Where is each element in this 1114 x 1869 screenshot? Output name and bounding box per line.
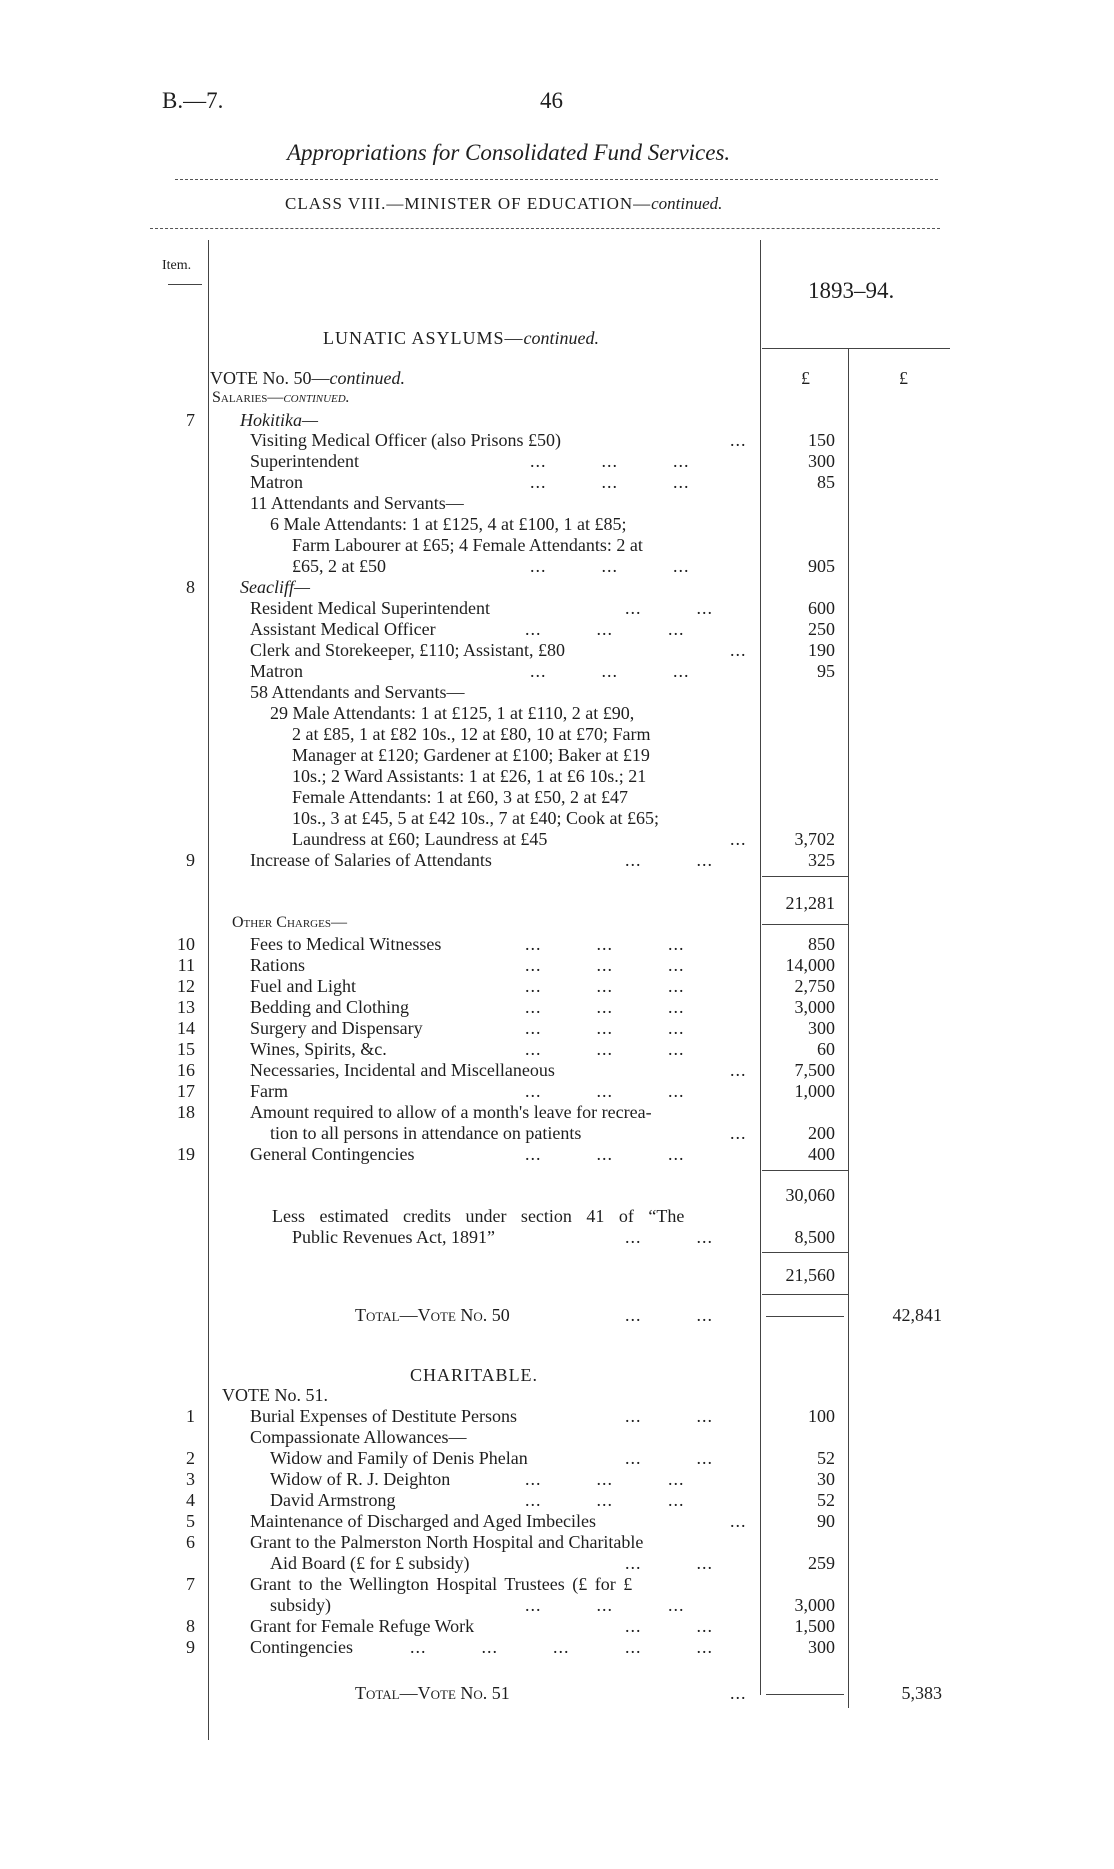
leader-dots: ... ... ... xyxy=(525,1469,685,1489)
line-text: tion to all persons in attendance on patients xyxy=(270,1123,582,1143)
amount: 3,000 xyxy=(794,997,835,1017)
line-text: 29 Male Attendants: 1 at £125, 1 at £110, 2 at £90, xyxy=(270,703,635,723)
amount: 100 xyxy=(808,1406,835,1426)
line-text: Widow of R. J. Deighton xyxy=(270,1469,451,1489)
leader-dots: ... ... xyxy=(625,598,713,618)
subtotal-rule xyxy=(762,1252,848,1253)
line-text: Female Attendants: 1 at £60, 3 at £50, 2 at £47 xyxy=(292,787,628,807)
line-text: Superintendent xyxy=(250,451,359,471)
amount: 400 xyxy=(808,1144,835,1164)
amount: 150 xyxy=(808,430,835,450)
leader-dots: ... ... ... xyxy=(525,1081,685,1101)
class-rule xyxy=(150,228,940,229)
amount: 300 xyxy=(808,451,835,471)
line-text: Public Revenues Act, 1891” xyxy=(292,1227,495,1247)
amount: 600 xyxy=(808,598,835,618)
amount: 1,000 xyxy=(794,1081,835,1101)
amount: 30 xyxy=(817,1469,835,1489)
line-text: Maintenance of Discharged and Aged Imbeciles xyxy=(250,1511,597,1531)
item-number: 11 xyxy=(177,955,195,975)
item-number: 5 xyxy=(186,1511,195,1531)
amount: 905 xyxy=(808,556,835,576)
amount: 3,000 xyxy=(794,1595,835,1615)
line-text: Contingencies xyxy=(250,1637,353,1657)
vote-51-total: 5,383 xyxy=(901,1683,942,1703)
vote-51-heading: VOTE No. 51. xyxy=(222,1385,328,1405)
document-reference: B.—7. xyxy=(162,88,224,113)
amount: 52 xyxy=(817,1490,835,1510)
leader-dots: ... ... ... xyxy=(530,472,690,492)
vote-50-total-label: Total—Vote No. 50 xyxy=(355,1305,510,1325)
seacliff-heading: Seacliff— xyxy=(240,577,310,597)
item-number: 1 xyxy=(186,1406,195,1426)
leader-dots: ... xyxy=(730,640,747,660)
line-text: Grant to the Wellington Hospital Trustees (£ for £ xyxy=(250,1574,633,1594)
credits-amount: 8,500 xyxy=(794,1227,835,1247)
line-text: 10s.; 2 Ward Assistants: 1 at £26, 1 at £6 10s.; 21 xyxy=(292,766,647,786)
item-number: 7 xyxy=(186,410,195,430)
item-number: 2 xyxy=(186,1448,195,1468)
subtotal-rule xyxy=(762,1294,848,1295)
leader-dots: ... ... ... xyxy=(525,619,685,639)
line-text: Increase of Salaries of Attendants xyxy=(250,850,492,870)
amount: 85 xyxy=(817,472,835,492)
line-text: General Contingencies xyxy=(250,1144,415,1164)
item-number: 19 xyxy=(177,1144,195,1164)
item-number: 8 xyxy=(186,577,195,597)
line-text: Burial Expenses of Destitute Persons xyxy=(250,1406,517,1426)
line-text: Wines, Spirits, &c. xyxy=(250,1039,387,1059)
line-text: Fuel and Light xyxy=(250,976,356,996)
amount: 325 xyxy=(808,850,835,870)
line-text: Assistant Medical Officer xyxy=(250,619,436,639)
leader-dots: ... ... ... xyxy=(530,451,690,471)
class-heading: CLASS VIII.—MINISTER OF EDUCATION—continued. xyxy=(285,194,723,213)
item-number: 6 xyxy=(186,1532,195,1552)
leader-dots: ... ... ... xyxy=(525,1018,685,1038)
line-text: Bedding and Clothing xyxy=(250,997,409,1017)
line-text: Grant to the Palmerston North Hospital and Charitable xyxy=(250,1532,644,1552)
leader-dots: ... ... xyxy=(625,1227,713,1247)
leader-dots: ... xyxy=(730,829,747,849)
item-column-divider xyxy=(208,240,209,1740)
leader-dots: ... ... ... xyxy=(525,934,685,954)
total-dash xyxy=(766,1694,844,1695)
charitable-heading: CHARITABLE. xyxy=(410,1365,539,1385)
leader-dots: ... ... xyxy=(625,850,713,870)
line-text: 58 Attendants and Servants— xyxy=(250,682,465,702)
amount: 190 xyxy=(808,640,835,660)
line-text: Widow and Family of Denis Phelan xyxy=(270,1448,528,1468)
page-number: 46 xyxy=(540,88,563,113)
leader-dots: ... xyxy=(730,430,747,450)
salaries-subtotal: 21,281 xyxy=(785,893,835,913)
leader-dots: ... xyxy=(730,1060,747,1080)
amount: 300 xyxy=(808,1018,835,1038)
vote-50-heading: VOTE No. 50—continued. xyxy=(210,368,405,388)
leader-dots: ... xyxy=(730,1511,747,1531)
leader-dots: ... ... ... xyxy=(525,1039,685,1059)
leader-dots: ... xyxy=(730,1123,747,1143)
subtotal-rule xyxy=(762,876,848,877)
item-header-rule xyxy=(168,284,202,285)
gross-total: 30,060 xyxy=(785,1185,835,1205)
amount: 2,750 xyxy=(794,976,835,996)
hokitika-heading: Hokitika— xyxy=(240,410,318,430)
line-text: 11 Attendants and Servants— xyxy=(250,493,464,513)
leader-dots: ... ... ... xyxy=(525,976,685,996)
leader-dots: ... ... xyxy=(625,1616,713,1636)
line-text: Aid Board (£ for £ subsidy) xyxy=(270,1553,470,1573)
item-number: 16 xyxy=(177,1060,195,1080)
line-text: Matron xyxy=(250,472,303,492)
leader-dots: ... ... xyxy=(625,1305,713,1325)
item-number: 14 xyxy=(177,1018,195,1038)
leader-dots: ... ... xyxy=(625,1637,713,1657)
line-text: 10s., 3 at £45, 5 at £42 10s., 7 at £40; Cook at £65; xyxy=(292,808,659,828)
line-text: Resident Medical Superintendent xyxy=(250,598,490,618)
year-header-rule xyxy=(762,348,950,349)
vote-50-total: 42,841 xyxy=(892,1305,942,1325)
leader-dots: ... ... xyxy=(625,1406,713,1426)
amount: 52 xyxy=(817,1448,835,1468)
line-text: Matron xyxy=(250,661,303,681)
subtotal-rule xyxy=(762,924,848,925)
line-text: Compassionate Allowances— xyxy=(250,1427,467,1447)
line-text: Necessaries, Incidental and Miscellaneous xyxy=(250,1060,555,1080)
line-text: Fees to Medical Witnesses xyxy=(250,934,442,954)
amount: 850 xyxy=(808,934,835,954)
amount: 1,500 xyxy=(794,1616,835,1636)
leader-dots: ... ... xyxy=(625,1448,713,1468)
year-header: 1893–94. xyxy=(808,278,895,303)
leader-dots: ... ... ... xyxy=(530,661,690,681)
item-number: 3 xyxy=(186,1469,195,1489)
line-text: Farm Labourer at £65; 4 Female Attendants: 2 at xyxy=(292,535,643,555)
subtotal-rule xyxy=(762,1170,848,1171)
amount: 259 xyxy=(808,1553,835,1573)
item-number: 17 xyxy=(177,1081,195,1101)
vote-51-total-label: Total—Vote No. 51 xyxy=(355,1683,510,1703)
line-text: Farm xyxy=(250,1081,288,1101)
item-number: 12 xyxy=(177,976,195,996)
line-text: Visiting Medical Officer (also Prisons £50) xyxy=(250,430,562,450)
amount: 300 xyxy=(808,1637,835,1657)
leader-dots: ... ... ... xyxy=(525,1144,685,1164)
leader-dots: ... xyxy=(730,1683,747,1703)
item-number: 8 xyxy=(186,1616,195,1636)
amount: 14,000 xyxy=(785,955,835,975)
line-text: David Armstrong xyxy=(270,1490,396,1510)
leader-dots: ... ... ... xyxy=(530,556,690,576)
item-number: 9 xyxy=(186,1637,195,1657)
line-text: Surgery and Dispensary xyxy=(250,1018,423,1038)
item-number: 15 xyxy=(177,1039,195,1059)
lunatic-asylums-heading: LUNATIC ASYLUMS—continued. xyxy=(323,328,600,348)
line-text: subsidy) xyxy=(270,1595,332,1615)
pound-sign-total: £ xyxy=(899,368,908,388)
line-text: Grant for Female Refuge Work xyxy=(250,1616,475,1636)
pound-sign-amount: £ xyxy=(801,368,810,388)
line-text: Rations xyxy=(250,955,306,975)
page-title: Appropriations for Consolidated Fund Services. xyxy=(287,140,731,165)
amount: 90 xyxy=(817,1511,835,1531)
amount-column-divider xyxy=(760,240,761,1695)
item-number: 9 xyxy=(186,850,195,870)
item-number: 18 xyxy=(177,1102,195,1122)
line-text: Less estimated credits under section 41 of “The xyxy=(272,1206,685,1226)
leader-dots: ... ... ... xyxy=(525,955,685,975)
item-number: 13 xyxy=(177,997,195,1017)
amount: 95 xyxy=(817,661,835,681)
amount: 60 xyxy=(817,1039,835,1059)
total-dash xyxy=(766,1316,844,1317)
amount: 200 xyxy=(808,1123,835,1143)
line-text: Manager at £120; Gardener at £100; Baker at £19 xyxy=(292,745,650,765)
leader-dots: ... ... ... xyxy=(525,997,685,1017)
item-column-header: Item. xyxy=(162,258,192,273)
leader-dots: ... ... xyxy=(625,1553,713,1573)
line-text: Clerk and Storekeeper, £110; Assistant, £80 xyxy=(250,640,566,660)
leader-dots: ... ... ... xyxy=(525,1490,685,1510)
line-text: 2 at £85, 1 at £82 10s., 12 at £80, 10 at £70; Farm xyxy=(292,724,651,744)
leader-dots: ... ... ... xyxy=(525,1595,685,1615)
line-text: Laundress at £60; Laundress at £45 xyxy=(292,829,548,849)
line-text: Amount required to allow of a month's leave for recrea- xyxy=(250,1102,652,1122)
amount: 3,702 xyxy=(794,829,835,849)
item-number: 10 xyxy=(177,934,195,954)
other-charges-heading: Other Charges— xyxy=(232,914,347,931)
line-text: 6 Male Attendants: 1 at £125, 4 at £100, 1 at £85; xyxy=(270,514,627,534)
item-number: 4 xyxy=(186,1490,195,1510)
net-total: 21,560 xyxy=(785,1265,835,1285)
amount: 7,500 xyxy=(794,1060,835,1080)
leader-dots: ... ... ... xyxy=(410,1637,570,1657)
amount: 250 xyxy=(808,619,835,639)
item-number: 7 xyxy=(186,1574,195,1594)
total-column-divider xyxy=(848,348,849,1708)
salaries-heading: Salaries—continued. xyxy=(212,389,350,406)
line-text: £65, 2 at £50 xyxy=(292,556,386,576)
title-rule xyxy=(175,179,938,180)
